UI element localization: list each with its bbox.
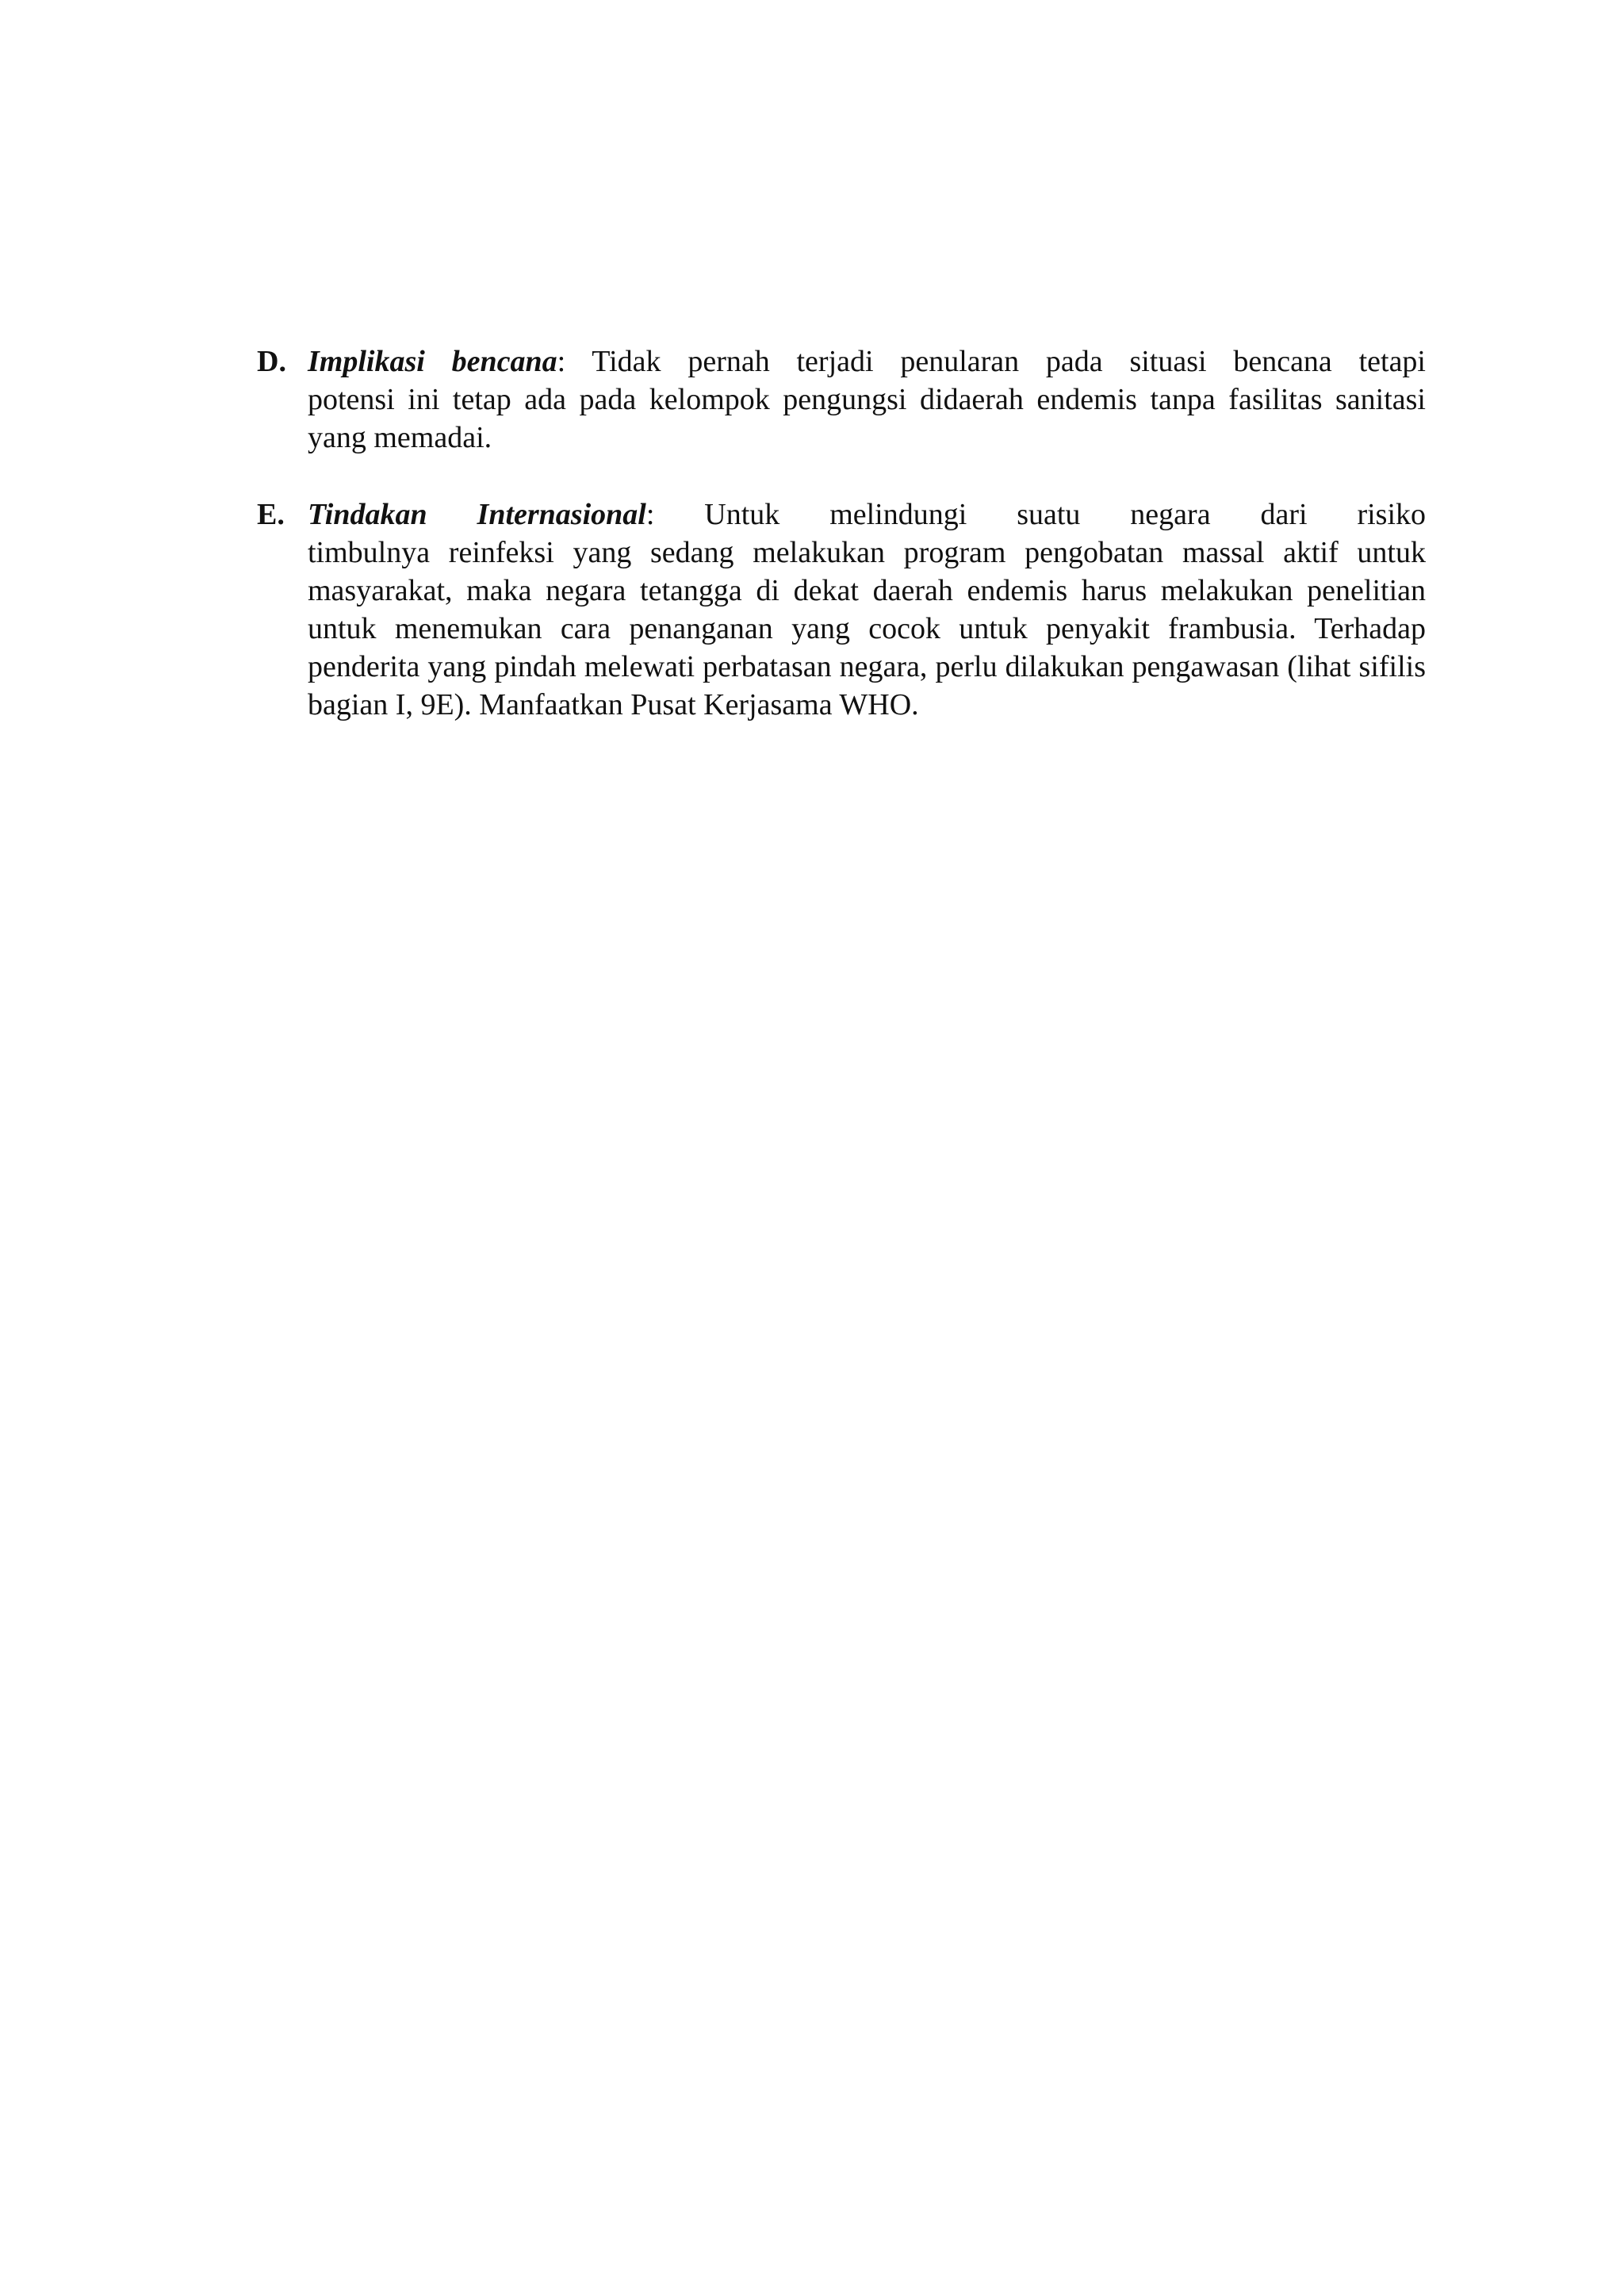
section-body: potensi ini tetap ada pada kelompok pengungsi didaerah endemis tanpa fasilitas sanitasi yang memadai. [308,383,1426,454]
section-letter: E. [257,498,285,531]
section-letter: D. [257,345,286,378]
section-e [257,496,1426,724]
section-content [308,496,1426,724]
section-d [257,342,1426,457]
section-first-line [308,496,1426,534]
section-term: Implikasi bencana [308,345,557,378]
section-first-line-text: : Tidak pernah terjadi penularan pada situasi bencana tetapi [557,345,1426,378]
section-first-line [308,342,1426,381]
section-first-line-text: : Untuk melindungi suatu negara dari risiko [645,498,1426,531]
section-term: Tindakan Internasional [308,498,646,531]
section-body: timbulnya reinfeksi yang sedang melakukan program pengobatan massal aktif untuk masyarakat, maka negara tetangga di dekat daerah endemis harus melakukan penelitian untuk menemukan cara penanganan yang cocok untuk penyakit frambusia. Terhadap penderita yang pindah melewati perbatasan negara, perlu dilakukan pengawasan (lihat sifilis bagian I, 9E). Manfaatkan Pusat Kerjasama WHO. [308,536,1426,721]
section-content [308,342,1426,457]
